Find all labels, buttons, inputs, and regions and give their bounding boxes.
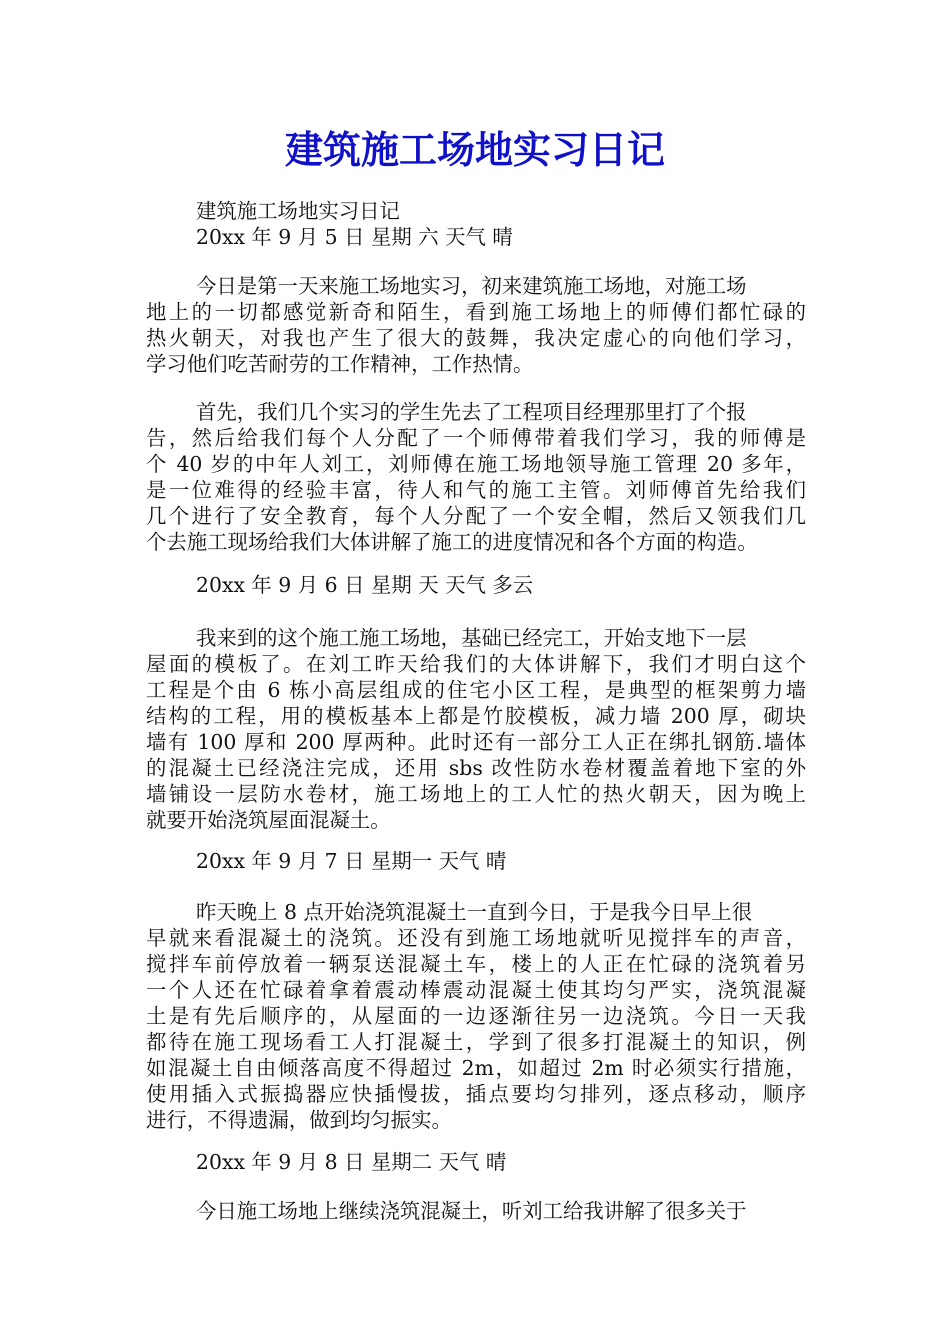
paragraph-line: 结构的工程，用的模板基本上都是竹胶模板，减力墙 200 厚，砌块 [146, 704, 806, 728]
entry-date: 20xx 年 9 月 8 日 星期二 天气 晴 [196, 1150, 507, 1174]
paragraph-line: 今日是第一天来施工场地实习，初来建筑施工场地，对施工场 [196, 274, 747, 298]
paragraph-line: 工程是个由 6 栋小高层组成的住宅小区工程，是典型的框架剪力墙 [146, 678, 806, 702]
paragraph-line: 进行，不得遗漏，做到均匀振实。 [146, 1108, 452, 1132]
paragraph-line: 土是有先后顺序的，从屋面的一边逐渐往另一边浇筑。今日一天我 [146, 1004, 806, 1028]
entry-date: 20xx 年 9 月 5 日 星期 六 天气 晴 [196, 225, 513, 249]
paragraph-line: 首先，我们几个实习的学生先去了工程项目经理那里打了个报 [196, 400, 747, 424]
paragraph-line: 昨天晚上 8 点开始浇筑混凝土一直到今日，于是我今日早上很 [196, 900, 753, 924]
paragraph-line: 个去施工现场给我们大体讲解了施工的进度情况和各个方面的构造。 [146, 530, 758, 554]
paragraph-line: 墙有 100 厚和 200 厚两种。此时还有一部分工人正在绑扎钢筋.墙体 [146, 730, 806, 754]
document-title: 建筑施工场地实习日记 [284, 127, 665, 172]
paragraph-line: 使用插入式振捣器应快插慢拔，插点要均匀排列，逐点移动，顺序 [146, 1082, 806, 1106]
paragraph-line: 今日施工场地上继续浇筑混凝土，听刘工给我讲解了很多关于 [196, 1199, 747, 1223]
paragraph-line: 如混凝土自由倾落高度不得超过 2m，如超过 2m 时必须实行措施， [146, 1056, 806, 1080]
paragraph-line: 搅拌车前停放着一辆泵送混凝土车，楼上的人正在忙碌的浇筑着另 [146, 952, 806, 976]
paragraph-line: 个 40 岁的中年人刘工，刘师傅在施工场地领导施工管理 20 多年， [146, 452, 806, 476]
paragraph-line: 墙铺设一层防水卷材，施工场地上的工人忙的热火朝天，因为晚上 [146, 782, 806, 806]
paragraph-line: 的混凝土已经浇注完成，还用 sbs 改性防水卷材覆盖着地下室的外 [146, 756, 806, 780]
paragraph-line: 热火朝天，对我也产生了很大的鼓舞，我决定虚心的向他们学习， [146, 326, 806, 350]
paragraph-line: 告，然后给我们每个人分配了一个师傅带着我们学习，我的师傅是 [146, 426, 806, 450]
paragraph-line: 学习他们吃苦耐劳的工作精神，工作热情。 [146, 352, 534, 376]
paragraph-line: 地上的一切都感觉新奇和陌生，看到施工场地上的师傅们都忙碌的 [146, 300, 806, 324]
paragraph-line: 都待在施工现场看工人打混凝土，学到了很多打混凝土的知识，例 [146, 1030, 806, 1054]
paragraph-line: 几个进行了安全教育，每个人分配了一个安全帽，然后又领我们几 [146, 504, 806, 528]
paragraph-line: 一个人还在忙碌着拿着震动棒震动混凝土使其均匀严实，浇筑混凝 [146, 978, 806, 1002]
paragraph-line: 是一位难得的经验丰富，待人和气的施工主管。刘师傅首先给我们 [146, 478, 806, 502]
paragraph-line: 就要开始浇筑屋面混凝土。 [146, 808, 391, 832]
document-subtitle: 建筑施工场地实习日记 [196, 199, 400, 223]
entry-date: 20xx 年 9 月 6 日 星期 天 天气 多云 [196, 573, 534, 597]
paragraph-line: 我来到的这个施工施工场地，基础已经完工，开始支地下一层 [196, 626, 747, 650]
entry-date: 20xx 年 9 月 7 日 星期一 天气 晴 [196, 849, 507, 873]
paragraph-line: 早就来看混凝土的浇筑。还没有到施工场地就听见搅拌车的声音， [146, 926, 806, 950]
paragraph-line: 屋面的模板了。在刘工昨天给我们的大体讲解下，我们才明白这个 [146, 652, 806, 676]
